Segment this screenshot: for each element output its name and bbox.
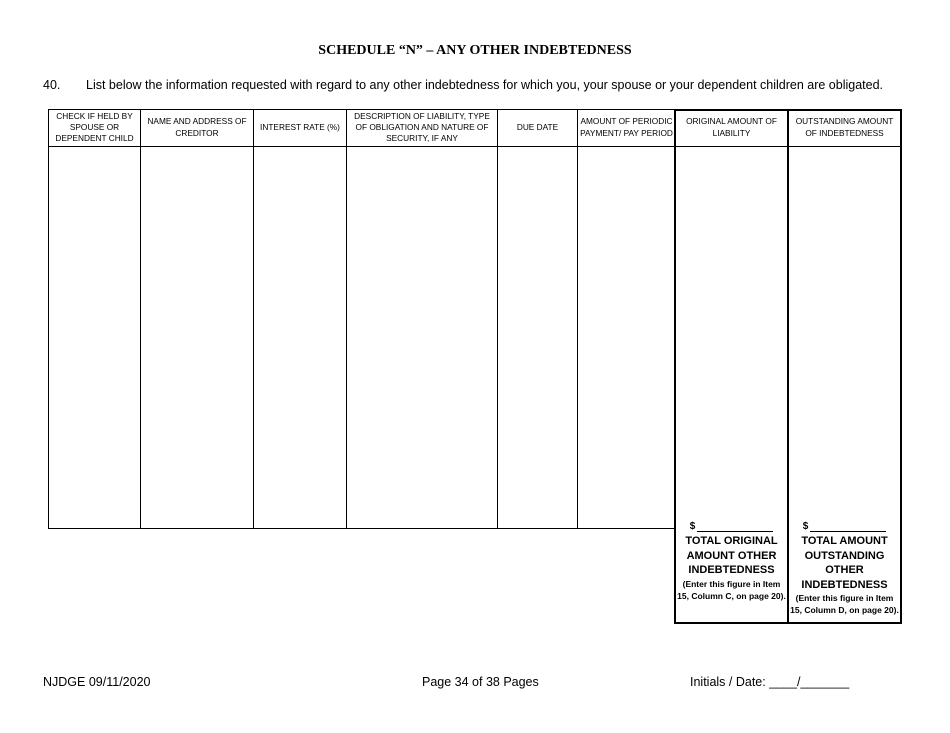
total-outstanding-amount-field[interactable] (789, 520, 900, 532)
column-interest-rate[interactable] (253, 109, 346, 529)
total-outstanding-block (789, 520, 900, 616)
total-original-block (676, 520, 787, 602)
item-number: 40. (43, 78, 61, 92)
column-held-by-spouse[interactable] (48, 109, 140, 529)
totals-bottom-border (674, 622, 902, 624)
table-top-border-bold (674, 109, 902, 111)
total-original-amount-field[interactable] (676, 520, 787, 532)
header-held-by-spouse: CHECK IF HELD BY SPOUSE OR DEPENDENT CHILD (55, 110, 134, 144)
column-description[interactable] (346, 109, 497, 529)
column-due-date[interactable] (497, 109, 577, 529)
total-outstanding-note: (Enter this figure in Item 15, Column D, on page 20). (790, 593, 899, 615)
header-creditor: NAME AND ADDRESS OF CREDITOR (147, 116, 247, 138)
header-original-amount: ORIGINAL AMOUNT OF LIABILITY (686, 116, 777, 138)
header-periodic-payment: AMOUNT OF PERIODIC PAYMENT/ PAY PERIOD (580, 116, 673, 138)
total-outstanding-label: TOTAL AMOUNT OUTSTANDING OTHER INDEBTEDNESS (801, 535, 888, 591)
dollar-sign: $ (802, 521, 809, 532)
header-due-date: DUE DATE (516, 121, 559, 132)
header-outstanding-amount: OUTSTANDING AMOUNT OF INDEBTEDNESS (795, 116, 894, 138)
total-original-blank[interactable] (697, 522, 773, 532)
header-interest-rate: INTEREST RATE (%) (260, 121, 340, 132)
total-original-note: (Enter this figure in Item 15, Column C, on page 20). (677, 578, 786, 601)
column-creditor[interactable] (140, 109, 253, 529)
table-top-border (48, 109, 674, 110)
header-description: DESCRIPTION OF LIABILITY, TYPE OF OBLIGATION AND NATURE OF SECURITY, IF ANY (354, 110, 490, 144)
header-divider (48, 146, 902, 147)
form-id: NJDGE 09/11/2020 (43, 675, 151, 689)
dollar-sign: $ (689, 521, 696, 532)
column-original-amount[interactable] (674, 109, 787, 624)
total-original-label: TOTAL ORIGINAL AMOUNT OTHER INDEBTEDNESS (685, 535, 778, 576)
item-instructions: List below the information requested with regard to any other indebtedness for which you, your spouse or your dependent children are obligated. (86, 78, 884, 92)
page-number: Page 34 of 38 Pages (422, 675, 539, 689)
column-outstanding-amount[interactable] (787, 109, 902, 624)
column-periodic-payment[interactable] (577, 109, 675, 529)
total-outstanding-blank[interactable] (810, 522, 886, 532)
table-bottom-border (48, 528, 674, 529)
schedule-title: SCHEDULE “N” – ANY OTHER INDEBTEDNESS (318, 43, 632, 58)
initials-date-field[interactable]: Initials / Date: ____/_______ (690, 675, 850, 689)
